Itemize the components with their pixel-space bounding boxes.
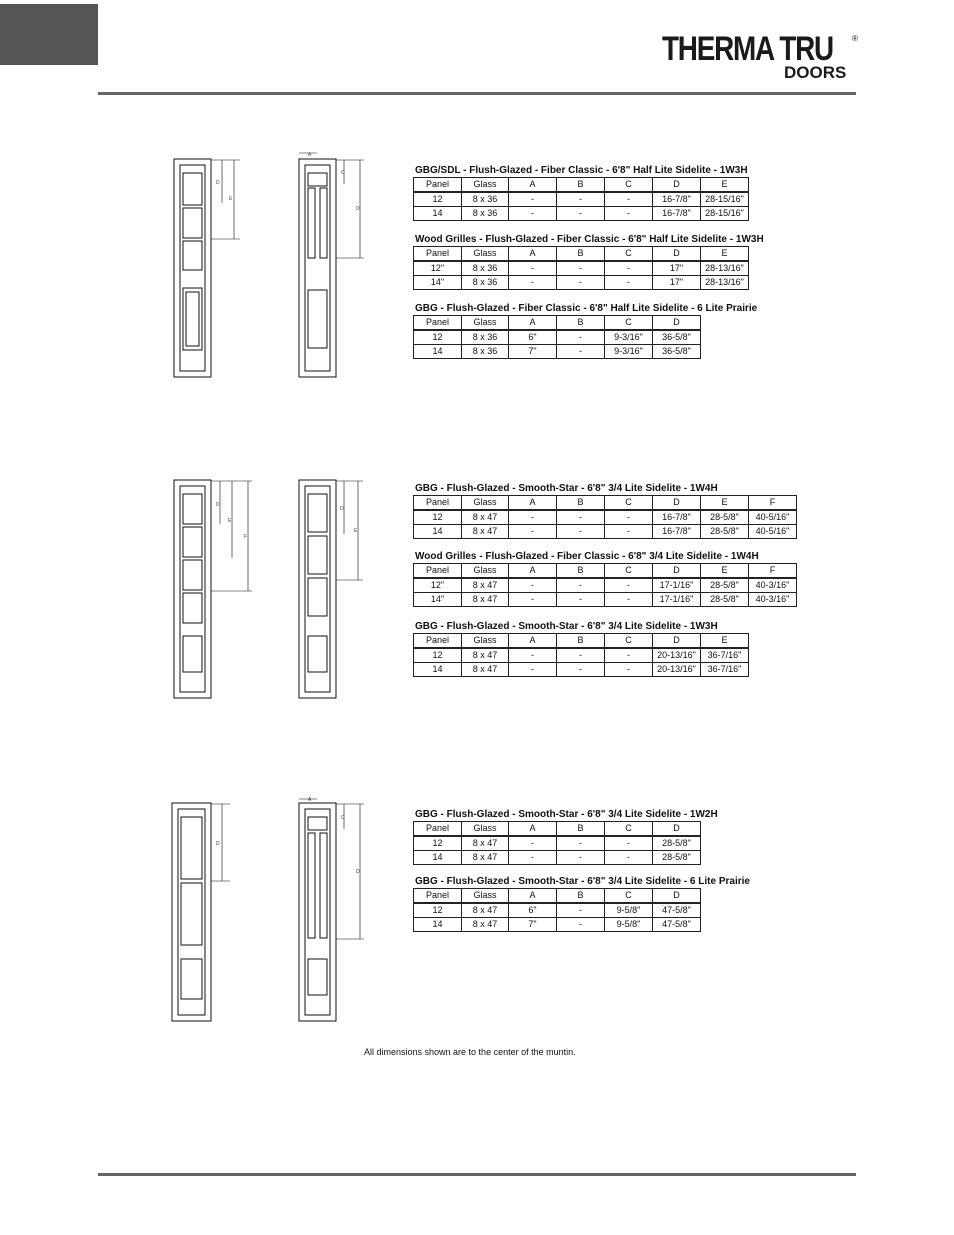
table-title: Wood Grilles - Flush-Glazed - Fiber Classic - 6'8" 3/4 Lite Sidelite - 1W4H — [415, 551, 759, 562]
table-cell: - — [557, 851, 605, 865]
table-title: Wood Grilles - Flush-Glazed - Fiber Classic - 6'8" Half Lite Sidelite - 1W3H — [415, 234, 764, 245]
table-row — [414, 648, 749, 663]
table-cell: - — [557, 207, 605, 221]
table-cell: 40-5/16" — [749, 510, 797, 525]
dimension-table-block — [413, 550, 797, 607]
table-cell: 12 — [414, 192, 462, 207]
column-header: A — [509, 316, 557, 331]
column-header: B — [557, 822, 605, 837]
column-header: B — [557, 496, 605, 511]
dimension-table-block — [413, 482, 797, 539]
sidelite-drawing-half-lite — [168, 148, 378, 383]
table-cell: 28-15/16" — [701, 207, 749, 221]
table-row — [414, 510, 797, 525]
table-cell: 40-3/16" — [749, 578, 797, 593]
table-row — [414, 261, 749, 276]
column-header: B — [557, 889, 605, 904]
column-header: A — [509, 247, 557, 262]
table-cell: 9-5/8" — [605, 903, 653, 918]
table-cell: 14" — [414, 593, 462, 607]
table-row — [414, 903, 701, 918]
table-cell: 17-1/16" — [653, 593, 701, 607]
table-header-row — [414, 496, 797, 511]
table-cell: 6" — [509, 903, 557, 918]
dim-label-a: A — [308, 797, 312, 803]
column-header: D — [653, 316, 701, 331]
dim-label-e: E — [229, 196, 233, 202]
table-cell: 8 x 36 — [462, 276, 509, 290]
dimension-table — [413, 888, 701, 932]
column-header: B — [557, 634, 605, 649]
table-cell: 8 x 47 — [462, 903, 509, 918]
table-cell: 47-5/8" — [653, 903, 701, 918]
column-header: Glass — [462, 316, 509, 331]
table-cell: 12" — [414, 578, 462, 593]
sidelite-drawing-two-lite — [168, 793, 378, 1028]
column-header: Glass — [462, 178, 509, 193]
table-cell: - — [557, 593, 605, 607]
dimension-table — [413, 563, 797, 607]
dim-label-d: D — [356, 869, 360, 875]
table-cell: 14 — [414, 918, 462, 932]
dimension-table — [413, 246, 749, 290]
table-cell: - — [605, 836, 653, 851]
table-cell: - — [557, 345, 605, 359]
column-header: Glass — [462, 822, 509, 837]
table-cell: 17-1/16" — [653, 578, 701, 593]
column-header: C — [605, 822, 653, 837]
table-cell: - — [557, 903, 605, 918]
column-header: C — [605, 564, 653, 579]
column-header: C — [605, 247, 653, 262]
table-cell: 8 x 47 — [462, 648, 509, 663]
table-row — [414, 578, 797, 593]
table-cell: - — [605, 525, 653, 539]
table-row — [414, 276, 749, 290]
table-cell: - — [509, 836, 557, 851]
table-cell: 14 — [414, 525, 462, 539]
column-header: E — [701, 564, 749, 579]
table-cell: 28-5/8" — [701, 593, 749, 607]
table-cell: - — [557, 276, 605, 290]
table-cell: - — [557, 663, 605, 677]
column-header: A — [509, 178, 557, 193]
table-cell: 28-5/8" — [701, 525, 749, 539]
column-header: E — [701, 247, 749, 262]
table-cell: 28-5/8" — [701, 510, 749, 525]
column-header: E — [701, 496, 749, 511]
table-cell: 14 — [414, 663, 462, 677]
column-header: D — [653, 564, 701, 579]
table-cell: 8 x 36 — [462, 192, 509, 207]
table-cell: - — [605, 851, 653, 865]
column-header: A — [509, 822, 557, 837]
table-cell: - — [557, 918, 605, 932]
table-cell: 36-7/16" — [701, 648, 749, 663]
table-cell: - — [557, 648, 605, 663]
table-cell: - — [509, 663, 557, 677]
dim-label-d: D — [216, 841, 220, 847]
column-header: A — [509, 564, 557, 579]
dim-label-d: D — [340, 506, 344, 512]
table-cell: 20-13/16" — [653, 663, 701, 677]
table-cell: 8 x 36 — [462, 330, 509, 345]
table-row — [414, 663, 749, 677]
column-header: D — [653, 634, 701, 649]
dim-label-a: A — [308, 152, 312, 158]
column-header: C — [605, 316, 653, 331]
table-title: GBG - Flush-Glazed - Smooth-Star - 6'8" 3/4 Lite Sidelite - 1W2H — [415, 809, 718, 820]
table-row — [414, 836, 701, 851]
table-cell: 8 x 47 — [462, 510, 509, 525]
table-cell: 16-7/8" — [653, 192, 701, 207]
dim-label-d: D — [216, 502, 220, 508]
column-header: Panel — [414, 889, 462, 904]
column-header: E — [701, 634, 749, 649]
column-header: Glass — [462, 889, 509, 904]
table-cell: - — [557, 525, 605, 539]
logo-brand: THERMA TRU — [662, 30, 833, 68]
table-cell: 8 x 47 — [462, 578, 509, 593]
table-cell: 28-5/8" — [701, 578, 749, 593]
dim-label-c: C — [341, 170, 345, 176]
table-header-row — [414, 247, 749, 262]
sidelite-drawing-three-quarter-lite — [168, 474, 378, 704]
table-header-row — [414, 634, 749, 649]
dimension-table — [413, 177, 749, 221]
table-cell: 9-5/8" — [605, 918, 653, 932]
column-header: B — [557, 316, 605, 331]
table-cell: 9-3/16" — [605, 330, 653, 345]
table-cell: 14 — [414, 851, 462, 865]
column-header: D — [653, 889, 701, 904]
table-cell: 17" — [653, 276, 701, 290]
dim-label-f: F — [244, 534, 248, 540]
table-cell: - — [605, 593, 653, 607]
dimension-table-block — [413, 620, 749, 677]
column-header: D — [653, 247, 701, 262]
table-cell: 12 — [414, 330, 462, 345]
table-cell: 7" — [509, 918, 557, 932]
table-cell: 8 x 36 — [462, 207, 509, 221]
table-cell: - — [557, 192, 605, 207]
table-cell: - — [605, 192, 653, 207]
table-cell: 40-5/16" — [749, 525, 797, 539]
table-cell: 8 x 47 — [462, 663, 509, 677]
table-cell: - — [605, 261, 653, 276]
column-header: C — [605, 889, 653, 904]
dim-label-e: E — [228, 518, 232, 524]
column-header: F — [749, 496, 797, 511]
table-cell: - — [557, 330, 605, 345]
table-cell: - — [605, 276, 653, 290]
column-header: Panel — [414, 822, 462, 837]
table-cell: 28-15/16" — [701, 192, 749, 207]
dim-label-d: D — [216, 180, 220, 186]
dimension-table-block — [413, 233, 764, 290]
column-header: F — [749, 564, 797, 579]
dimension-table-block — [413, 302, 757, 359]
table-title: GBG - Flush-Glazed - Fiber Classic - 6'8" Half Lite Sidelite - 6 Lite Prairie — [415, 303, 758, 314]
table-row — [414, 330, 701, 345]
table-cell: - — [509, 261, 557, 276]
dim-label-d: D — [356, 206, 360, 212]
table-title: GBG - Flush-Glazed - Smooth-Star - 6'8" 3/4 Lite Sidelite - 1W3H — [415, 621, 718, 632]
column-header: Panel — [414, 564, 462, 579]
table-cell: - — [557, 261, 605, 276]
table-cell: 8 x 47 — [462, 525, 509, 539]
table-cell: 6" — [509, 330, 557, 345]
table-cell: 47-5/8" — [653, 918, 701, 932]
header-corner-block — [0, 4, 98, 65]
table-cell: 12" — [414, 261, 462, 276]
table-header-row — [414, 564, 797, 579]
column-header: A — [509, 634, 557, 649]
table-cell: 8 x 47 — [462, 836, 509, 851]
dimension-table-block — [413, 875, 750, 932]
column-header: D — [653, 178, 701, 193]
table-cell: - — [605, 207, 653, 221]
table-cell: - — [509, 648, 557, 663]
dim-label-c: C — [341, 815, 345, 821]
table-cell: 8 x 47 — [462, 918, 509, 932]
column-header: B — [557, 247, 605, 262]
table-cell: 14" — [414, 276, 462, 290]
dimension-table — [413, 821, 701, 865]
table-cell: 8 x 47 — [462, 851, 509, 865]
table-title: GBG/SDL - Flush-Glazed - Fiber Classic - 6'8" Half Lite Sidelite - 1W3H — [415, 165, 748, 176]
column-header: D — [653, 822, 701, 837]
table-cell: - — [509, 510, 557, 525]
table-cell: 8 x 36 — [462, 261, 509, 276]
column-header: C — [605, 178, 653, 193]
table-cell: - — [509, 851, 557, 865]
table-cell: 14 — [414, 345, 462, 359]
column-header: Glass — [462, 564, 509, 579]
dimension-table — [413, 633, 749, 677]
footnote: All dimensions shown are to the center of the muntin. — [364, 1047, 576, 1057]
table-cell: - — [557, 836, 605, 851]
column-header: Panel — [414, 634, 462, 649]
table-cell: 12 — [414, 836, 462, 851]
table-cell: - — [605, 648, 653, 663]
table-cell: 28-5/8" — [653, 836, 701, 851]
column-header: Panel — [414, 247, 462, 262]
column-header: Glass — [462, 247, 509, 262]
table-cell: 36-7/16" — [701, 663, 749, 677]
table-title: GBG - Flush-Glazed - Smooth-Star - 6'8" 3/4 Lite Sidelite - 6 Lite Prairie — [415, 876, 750, 887]
table-cell: 12 — [414, 510, 462, 525]
table-cell: 8 x 47 — [462, 593, 509, 607]
table-cell: - — [509, 276, 557, 290]
dimension-table-block — [413, 164, 749, 221]
column-header: B — [557, 564, 605, 579]
table-cell: 12 — [414, 903, 462, 918]
column-header: Panel — [414, 178, 462, 193]
header-rule — [98, 92, 856, 95]
table-cell: 40-3/16" — [749, 593, 797, 607]
table-cell: - — [557, 510, 605, 525]
table-cell: - — [509, 578, 557, 593]
table-cell: - — [509, 192, 557, 207]
therma-tru-logo — [662, 32, 858, 84]
column-header: D — [653, 496, 701, 511]
table-cell: - — [605, 510, 653, 525]
table-header-row — [414, 316, 701, 331]
logo-doors: DOORS — [784, 63, 847, 82]
column-header: C — [605, 496, 653, 511]
table-header-row — [414, 822, 701, 837]
table-cell: - — [509, 525, 557, 539]
table-cell: 8 x 36 — [462, 345, 509, 359]
table-cell: 7" — [509, 345, 557, 359]
logo-registered-mark: ® — [852, 34, 858, 43]
table-cell: 28-13/16" — [701, 276, 749, 290]
table-row — [414, 192, 749, 207]
table-cell: - — [605, 663, 653, 677]
table-header-row — [414, 178, 749, 193]
dimension-table-block — [413, 808, 718, 865]
table-cell: 28-13/16" — [701, 261, 749, 276]
table-row — [414, 918, 701, 932]
table-cell: - — [509, 593, 557, 607]
column-header: A — [509, 496, 557, 511]
table-row — [414, 525, 797, 539]
table-cell: 12 — [414, 648, 462, 663]
dimension-table — [413, 315, 701, 359]
column-header: B — [557, 178, 605, 193]
table-row — [414, 207, 749, 221]
table-cell: 16-7/8" — [653, 207, 701, 221]
table-cell: 16-7/8" — [653, 510, 701, 525]
table-row — [414, 593, 797, 607]
table-cell: 17" — [653, 261, 701, 276]
column-header: Glass — [462, 496, 509, 511]
footer-rule — [98, 1173, 856, 1176]
table-cell: 36-5/8" — [653, 330, 701, 345]
table-header-row — [414, 889, 701, 904]
table-cell: 28-5/8" — [653, 851, 701, 865]
table-cell: 9-3/16" — [605, 345, 653, 359]
column-header: Glass — [462, 634, 509, 649]
table-row — [414, 851, 701, 865]
column-header: Panel — [414, 316, 462, 331]
table-cell: 16-7/8" — [653, 525, 701, 539]
dimension-table — [413, 495, 797, 539]
column-header: C — [605, 634, 653, 649]
column-header: Panel — [414, 496, 462, 511]
table-cell: 36-5/8" — [653, 345, 701, 359]
table-row — [414, 345, 701, 359]
table-title: GBG - Flush-Glazed - Smooth-Star - 6'8" 3/4 Lite Sidelite - 1W4H — [415, 483, 718, 494]
table-cell: - — [605, 578, 653, 593]
table-cell: - — [557, 578, 605, 593]
dim-label-e: E — [354, 528, 358, 534]
column-header: E — [701, 178, 749, 193]
table-cell: 14 — [414, 207, 462, 221]
table-cell: 20-13/16" — [653, 648, 701, 663]
table-cell: - — [509, 207, 557, 221]
column-header: A — [509, 889, 557, 904]
